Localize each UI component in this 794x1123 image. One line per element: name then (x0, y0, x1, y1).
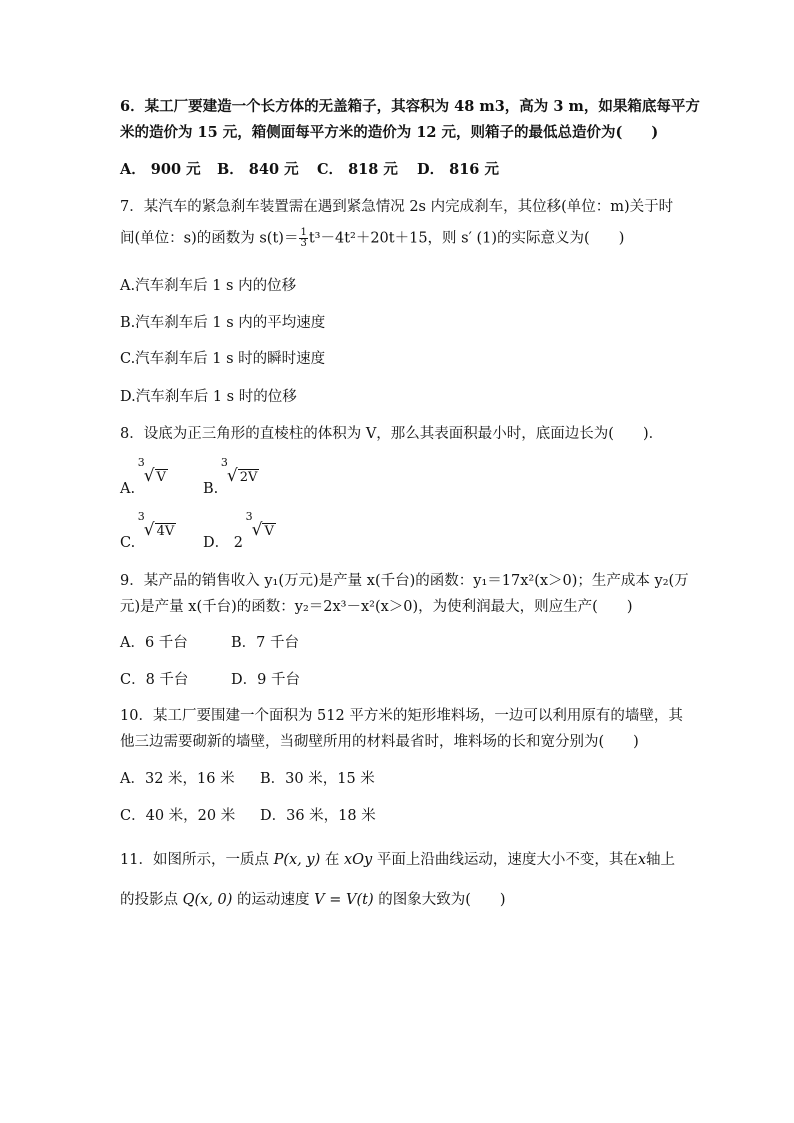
root-index: 3 (245, 510, 253, 523)
q11-text: 的图象大致为( ) (378, 892, 506, 908)
cube-root-symbol: 3 √ V (252, 520, 276, 542)
q11-axis: x (637, 852, 647, 868)
cube-root-symbol: 3 √ V (144, 466, 168, 488)
q9-option-a: A．6 千台 (120, 635, 188, 651)
q10-line2: 他三边需要砌新的墙壁，当砌壁所用的材料最省时，堆料场的长和宽分别为( ) (120, 734, 639, 750)
radicand: V (156, 470, 166, 485)
q8-option-b (203, 456, 259, 500)
q8-option-d-coefficient: 2 (233, 535, 243, 551)
q11-text: 的运动速度 (237, 892, 310, 908)
q11-line1 (120, 850, 675, 870)
q8-option-a-label: A. (120, 481, 136, 497)
q8-option-b-label: B. (203, 481, 219, 497)
q7-option-d: D.汽车刹车后 1 s 时的位移 (120, 389, 297, 405)
q10-option-c: C．40 米，20 米 (120, 808, 236, 824)
q6-option-b: B． 840 元 (217, 161, 299, 178)
root-index: 3 (137, 456, 145, 469)
q11-function: V = V(t) (314, 892, 374, 908)
root-index: 3 (137, 510, 145, 523)
q8-option-d-label: D． (203, 535, 230, 551)
q11-line2 (120, 890, 506, 910)
cube-root-symbol: 3 √ 4V (144, 520, 177, 542)
q6-line1: 6．某工厂要建造一个长方体的无盖箱子，其容积为 48 m3，高为 3 m，如果箱底每平方 (120, 98, 700, 115)
q9-option-c: C．8 千台 (120, 672, 189, 688)
q8-option-c-label: C. (120, 535, 136, 551)
q9-line2: 元)是产量 x(千台)的函数：y₂＝2x³－x²(x＞0)，为使利润最大，则应生产( ) (120, 599, 633, 615)
q7-fraction-denominator: 3 (300, 238, 307, 249)
q11-point-p: P(x, y) (273, 852, 321, 868)
q8-option-c (120, 510, 176, 554)
radicand: V (264, 524, 274, 539)
q6-line2: 米的造价为 15 元，箱侧面每平方米的造价为 12 元，则箱子的最低总造价为( ) (120, 124, 659, 141)
q8-option-a (120, 456, 168, 500)
q11-plane: xOy (343, 852, 373, 868)
radicand: 2V (239, 470, 258, 485)
q7-line2-pre: 间(单位：s)的函数为 s(t)＝ (120, 230, 299, 247)
q7-option-a: A.汽车刹车后 1 s 内的位移 (120, 278, 297, 294)
q11-text: 在 (324, 852, 340, 868)
q9-line1: 9．某产品的销售收入 y₁(万元)是产量 x(千台)的函数：y₁＝17x²(x＞0)；生产成本 y₂(万 (120, 573, 689, 589)
q11-text: 轴上 (646, 852, 676, 868)
q9-option-b: B．7 千台 (231, 635, 299, 651)
q6-option-c: C． 818 元 (317, 161, 398, 178)
cube-root-symbol: 3 √ 2V (227, 466, 260, 488)
q7-option-c: C.汽车刹车后 1 s 时的瞬时速度 (120, 351, 326, 367)
q7-line2-post: t³－4t²＋20t＋15，则 s′ (1)的实际意义为( ) (308, 230, 625, 247)
q9-option-d: D．9 千台 (231, 672, 300, 688)
q10-option-a: A．32 米，16 米 (120, 771, 235, 787)
q8-option-d (203, 510, 276, 554)
q8-line1: 8．设底为正三角形的直棱柱的体积为 V，那么其表面积最小时，底面边长为( )． (120, 426, 664, 442)
q7-line1: 7．某汽车的紧急刹车装置需在遇到紧急情况 2s 内完成刹车，其位移(单位：m)关于时 (120, 199, 674, 215)
q6-option-d: D． 816 元 (417, 161, 499, 178)
q11-text: 平面上沿曲线运动，速度大小不变，其在 (376, 852, 638, 868)
q6-option-a: A． 900 元 (120, 161, 201, 178)
q7-fraction-numerator: 1 (300, 227, 307, 238)
q7-fraction (299, 228, 307, 249)
q7-line2 (120, 228, 624, 249)
root-index: 3 (220, 456, 228, 469)
q10-option-b: B．30 米，15 米 (260, 771, 375, 787)
q10-option-d: D．36 米，18 米 (260, 808, 376, 824)
q10-line1: 10．某工厂要围建一个面积为 512 平方米的矩形堆料场，一边可以利用原有的墙壁，其 (120, 708, 683, 724)
q11-text: 11．如图所示，一质点 (120, 852, 269, 868)
radicand: 4V (156, 524, 175, 539)
q11-point-q: Q(x, 0) (182, 892, 233, 908)
q7-option-b: B.汽车刹车后 1 s 内的平均速度 (120, 315, 326, 331)
q11-text: 的投影点 (120, 892, 178, 908)
